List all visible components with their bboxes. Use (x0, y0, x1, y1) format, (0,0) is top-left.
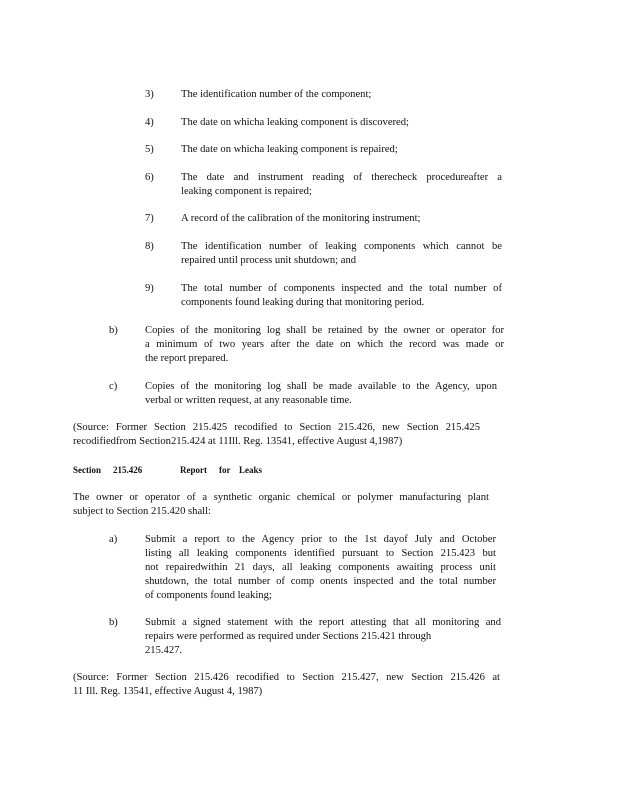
section-title-word: Report (180, 465, 207, 475)
item-text: shutdown, the total number of comp onents inspected and the total number (145, 576, 496, 587)
item-text: The total number of components inspected and the total number of (181, 283, 502, 294)
item-number: b) (109, 617, 118, 628)
source-line: 11 Ill. Reg. 13541, effective August 4, 1987) (73, 686, 263, 697)
item-text: repaired until process unit shutdown; and (181, 255, 357, 266)
item-text: not repairedwithin 21 days, all leaking components awaiting process unit (145, 562, 496, 573)
item-text: The date on whicha leaking component is repaired; (181, 144, 398, 155)
item-text: A record of the calibration of the monitoring instrument; (181, 213, 421, 224)
item-text: Submit a report to the Agency prior to the 1st dayof July and October (145, 534, 496, 545)
section-title-word: for (219, 465, 231, 475)
item-text: components found leaking during that monitoring period. (181, 297, 425, 308)
item-text: of components found leaking; (145, 590, 272, 601)
item-text: Copies of the monitoring log shall be retained by the owner or operator for (145, 325, 504, 336)
section-title-word: Leaks (239, 465, 263, 475)
item-text: The identification number of leaking components which cannot be (181, 241, 502, 252)
item-number: 3) (145, 89, 154, 100)
source-line: (Source: Former Section 215.426 recodified to Section 215.427, new Section 215.426 at (73, 672, 500, 683)
item-text: The date on whicha leaking component is discovered; (181, 117, 409, 128)
source-note (73, 421, 480, 449)
intro-paragraph (73, 491, 489, 519)
item-text: verbal or written request, at any reasonable time. (145, 395, 352, 406)
item-text: repairs were performed as required under Sections 215.421 through (145, 631, 432, 642)
item-text: 215.427. (145, 645, 183, 656)
item-number: 5) (145, 144, 154, 155)
item-text: the report prepared. (145, 353, 229, 364)
source-note (73, 671, 500, 699)
intro-line: subject to Section 215.420 shall: (73, 506, 211, 517)
item-text: Copies of the monitoring log shall be made available to the Agency, upon (145, 381, 497, 392)
source-line: (Source: Former Section 215.425 recodified to Section 215.426, new Section 215.425 (73, 422, 480, 433)
item-number: 4) (145, 117, 154, 128)
item-text: The identification number of the component; (181, 89, 372, 100)
item-number: a) (109, 534, 118, 545)
section-number: 215.426 (113, 465, 143, 475)
item-text: listing all leaking components identified pursuant to Section 215.423 but (145, 548, 496, 559)
item-number: 6) (145, 172, 154, 183)
intro-line: The owner or operator of a synthetic organic chemical or polymer manufacturing plant (73, 492, 489, 503)
section-label: Section (73, 465, 101, 475)
item-text: a minimum of two years after the date on which the record was made or (145, 339, 504, 350)
item-text: The date and instrument reading of therecheck procedureafter a (181, 172, 502, 183)
item-number: 9) (145, 283, 154, 294)
item-text: Submit a signed statement with the report attesting that all monitoring and (145, 617, 501, 628)
source-line: recodifiedfrom Section215.424 at 11Ill. Reg. 13541, effective August 4,1987) (73, 436, 403, 447)
item-number: c) (109, 381, 118, 392)
item-text: leaking component is repaired; (181, 186, 312, 197)
item-number: b) (109, 325, 118, 336)
item-number: 8) (145, 241, 154, 252)
item-number: 7) (145, 213, 154, 224)
